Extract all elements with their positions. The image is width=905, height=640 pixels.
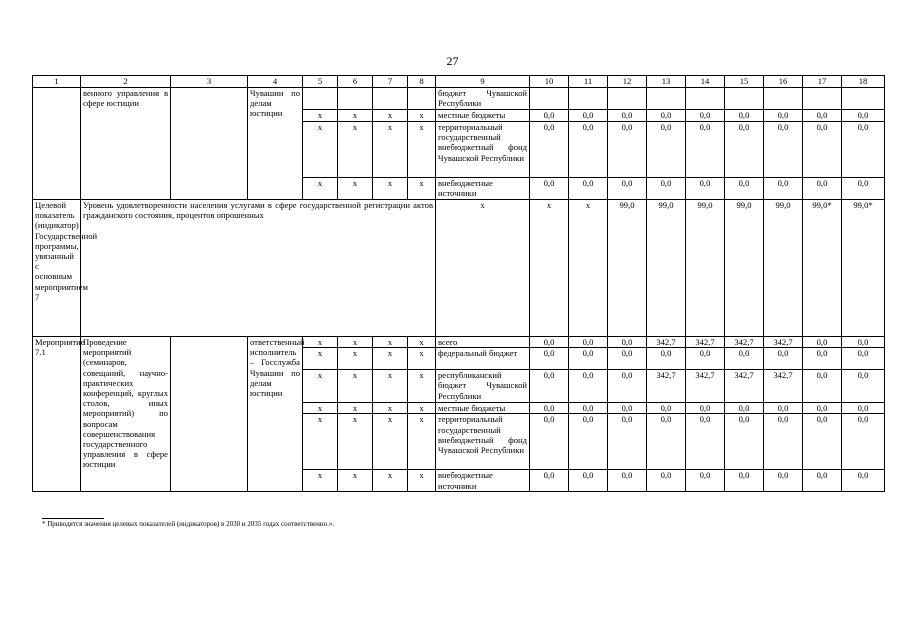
cell-value: 0,0 [647,178,686,200]
cell-code: x [338,122,373,178]
cell-value: 0,0 [569,122,608,178]
column-number: 10 [530,76,569,88]
cell-value: 0,0 [803,414,842,470]
column-number: 2 [81,76,171,88]
cell-value: 0,0 [725,414,764,470]
cell-value: 0,0 [569,348,608,370]
cell-value: 0,0 [764,470,803,492]
cell-value: 0,0 [608,470,647,492]
cell-value: 0,0 [608,414,647,470]
column-number: 11 [569,76,608,88]
cell-empty [33,88,81,200]
cell-value: 342,7 [764,337,803,348]
cell-value [725,88,764,110]
cell-code: x [303,122,338,178]
cell-value: x [530,200,569,337]
column-number: 9 [436,76,530,88]
cell-value: 0,0 [530,414,569,470]
cell-funding-source: внебюджетные источники [436,178,530,200]
cell-value [647,88,686,110]
cell-code: x [408,403,436,414]
cell-value: 0,0 [686,470,725,492]
cell-value: 0,0 [803,403,842,414]
cell-value: 0,0 [647,348,686,370]
cell-value: 0,0 [608,337,647,348]
cell-funding-source: всего [436,337,530,348]
cell-value: 0,0 [569,110,608,122]
column-number: 6 [338,76,373,88]
cell-indicator-text: Уровень удовлетворенности населения услугами в сфере государственной регистрации актов гражданского состояния, процентов опрошенных [81,200,436,337]
cell-indicator-label: Целевой показатель (индикатор) Государственной программы, увязанный с основным мероприятием 7 [33,200,81,337]
footnote: * Приводятся значения целевых показателей (индикаторов) в 2030 и 2035 годах соответственно.». [42,520,335,528]
cell-code: x [373,348,408,370]
program-table [32,75,885,492]
cell-code: x [408,110,436,122]
cell-value: 342,7 [764,370,803,403]
cell-value: 0,0 [647,122,686,178]
cell-value [842,88,885,110]
cell-value: x [569,200,608,337]
cell-value [530,88,569,110]
column-number: 8 [408,76,436,88]
cell-value [803,88,842,110]
column-number: 7 [373,76,408,88]
cell-value: 0,0 [608,348,647,370]
cell-value: 0,0 [647,470,686,492]
cell-value: 0,0 [764,403,803,414]
cell-value: 0,0 [842,122,885,178]
cell-value: 0,0 [764,122,803,178]
cell-value: 0,0 [842,348,885,370]
cell-code: x [373,110,408,122]
cell-code [408,88,436,110]
cell-value: 0,0 [647,403,686,414]
cell-value: 0,0 [569,370,608,403]
cell-value: 342,7 [686,337,725,348]
column-number: 14 [686,76,725,88]
cell-measure-name: венного управления в сфере юстиции [81,88,171,200]
cell-funding-source: местные бюджеты [436,110,530,122]
cell-value: 0,0 [764,348,803,370]
cell-value: 0,0 [803,370,842,403]
cell-funding-source: республиканский бюджет Чувашской Республики [436,370,530,403]
cell-executor: Чувашии по делам юстиции [248,88,303,200]
cell-value: 0,0 [608,122,647,178]
cell-value: 0,0 [647,414,686,470]
column-number: 12 [608,76,647,88]
cell-value: 99,0* [803,200,842,337]
cell-code: x [303,348,338,370]
column-number: 18 [842,76,885,88]
cell-empty [171,337,248,492]
cell-value: 0,0 [530,470,569,492]
column-number: 16 [764,76,803,88]
page-number: 27 [446,54,459,68]
cell-value: 0,0 [842,414,885,470]
cell-value: 0,0 [530,403,569,414]
cell-value: 0,0 [725,470,764,492]
column-number: 17 [803,76,842,88]
cell-value: 0,0 [686,348,725,370]
cell-value: 0,0 [686,110,725,122]
cell-value: 0,0 [764,414,803,470]
cell-value [608,88,647,110]
cell-code: x [303,403,338,414]
cell-value: 0,0 [608,110,647,122]
cell-value: 0,0 [842,403,885,414]
cell-code: x [408,337,436,348]
cell-value: 0,0 [764,110,803,122]
column-number: 15 [725,76,764,88]
cell-value: 0,0 [608,178,647,200]
cell-value [764,88,803,110]
cell-value: 0,0 [803,178,842,200]
cell-value: 0,0 [803,470,842,492]
column-number: 1 [33,76,81,88]
cell-code: x [338,370,373,403]
cell-value: 0,0 [569,470,608,492]
cell-code: x [436,200,530,337]
cell-value: 0,0 [725,110,764,122]
cell-value: 0,0 [725,348,764,370]
cell-executor: ответственный исполнитель – Госслужба Чувашии по делам юстиции [248,337,303,492]
cell-value: 0,0 [725,178,764,200]
cell-code: x [303,414,338,470]
cell-value: 342,7 [647,370,686,403]
cell-value: 0,0 [842,470,885,492]
cell-value: 99,0 [764,200,803,337]
column-number-row [33,76,885,88]
cell-code: x [338,470,373,492]
cell-value: 0,0 [569,178,608,200]
cell-value: 0,0 [530,337,569,348]
cell-code: x [303,337,338,348]
cell-value: 0,0 [803,122,842,178]
cell-value: 0,0 [686,414,725,470]
cell-value: 99,0* [842,200,885,337]
cell-funding-source: внебюджетные источники [436,470,530,492]
column-number: 4 [248,76,303,88]
cell-code [303,88,338,110]
column-number: 5 [303,76,338,88]
cell-code: x [408,178,436,200]
indicator-row [33,200,885,337]
cell-code: x [338,110,373,122]
cell-code: x [373,414,408,470]
cell-value: 0,0 [842,370,885,403]
cell-value: 99,0 [686,200,725,337]
cell-code [338,88,373,110]
cell-code: x [408,348,436,370]
cell-code: x [373,178,408,200]
cell-code: x [338,414,373,470]
column-number: 3 [171,76,248,88]
table-row [33,337,885,348]
cell-code: x [373,370,408,403]
cell-code: x [373,337,408,348]
cell-value: 0,0 [803,110,842,122]
cell-value: 0,0 [608,370,647,403]
cell-value: 0,0 [569,403,608,414]
footnote-divider [42,518,104,519]
cell-value: 0,0 [647,110,686,122]
cell-code: x [338,337,373,348]
cell-code: x [338,403,373,414]
cell-value: 0,0 [686,122,725,178]
cell-measure-name: Проведение мероприятий (семинаров, совещаний, научно-практических конференций, круглых столов, иных мероприятий) по вопросам совершенствования государственного управления в сфере юстиции [81,337,171,492]
cell-value: 99,0 [608,200,647,337]
cell-value: 0,0 [686,178,725,200]
cell-value: 0,0 [842,110,885,122]
cell-value: 342,7 [725,337,764,348]
cell-value: 0,0 [569,414,608,470]
cell-code: x [303,470,338,492]
cell-value: 342,7 [725,370,764,403]
cell-code: x [373,470,408,492]
cell-code: x [338,178,373,200]
table-row [33,88,885,110]
cell-code: x [408,414,436,470]
cell-value: 99,0 [725,200,764,337]
cell-value: 0,0 [530,348,569,370]
cell-code: x [408,122,436,178]
cell-value: 0,0 [530,122,569,178]
cell-funding-source: территориальный государственный внебюджетный фонд Чувашской Республики [436,122,530,178]
cell-value: 0,0 [725,122,764,178]
cell-value: 0,0 [803,348,842,370]
cell-code: x [303,178,338,200]
cell-value: 342,7 [686,370,725,403]
cell-value: 0,0 [569,337,608,348]
cell-value: 342,7 [647,337,686,348]
cell-code: x [303,370,338,403]
cell-funding-source: бюджет Чувашской Республики [436,88,530,110]
cell-funding-source: местные бюджеты [436,403,530,414]
cell-code: x [408,370,436,403]
cell-value [686,88,725,110]
cell-empty [171,88,248,200]
cell-code: x [373,403,408,414]
cell-value: 0,0 [530,370,569,403]
cell-value: 0,0 [608,403,647,414]
cell-value: 0,0 [842,337,885,348]
cell-value: 0,0 [803,337,842,348]
cell-value: 0,0 [764,178,803,200]
cell-code [373,88,408,110]
column-number: 13 [647,76,686,88]
cell-value: 0,0 [842,178,885,200]
cell-measure-label: Мероприятие 7.1 [33,337,81,492]
cell-value: 99,0 [647,200,686,337]
cell-value: 0,0 [530,110,569,122]
cell-code: x [373,122,408,178]
cell-funding-source: территориальный государственный внебюджетный фонд Чувашской Республики [436,414,530,470]
cell-funding-source: федеральный бюджет [436,348,530,370]
cell-code: x [338,348,373,370]
cell-value: 0,0 [530,178,569,200]
cell-code: x [408,470,436,492]
cell-code: x [303,110,338,122]
cell-value: 0,0 [686,403,725,414]
cell-value [569,88,608,110]
cell-value: 0,0 [725,403,764,414]
